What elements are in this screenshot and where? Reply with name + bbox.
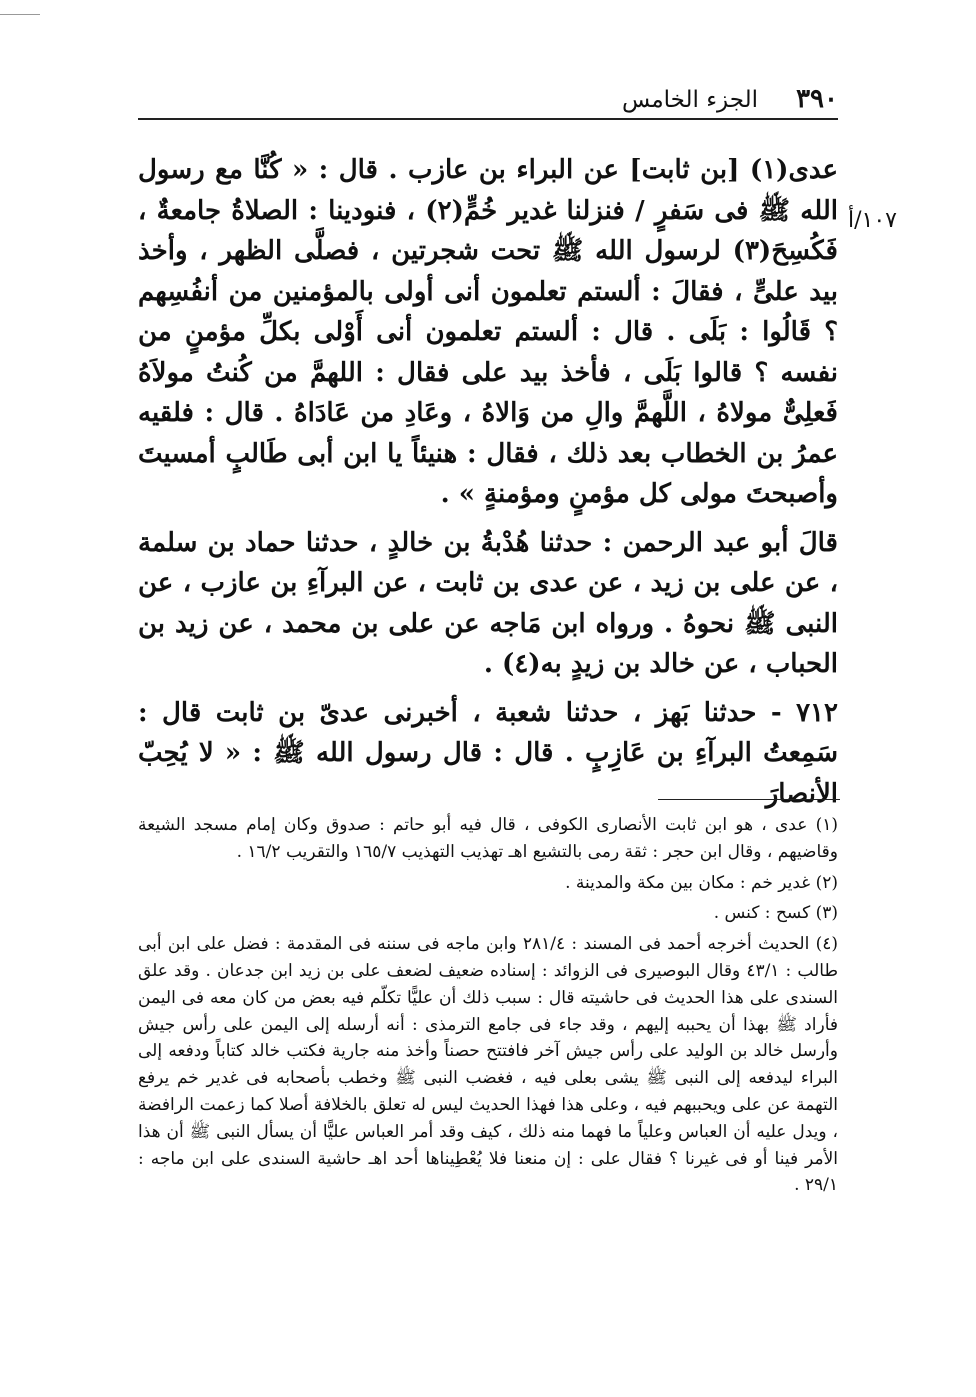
footnote-4: (٤) الحديث أخرجه أحمد فى المسند : ٢٨١/٤ وابن ماجه فى سننه فى المقدمة : فضل على ابن أبى طالب : ٤٣/١ وقال البوصيرى فى الزوائد : إسناده ضعيف لضعف على بن زيد ابن جدعان . وقد علق السندى على هذا الحديث فى حاشيته قال : سبب ذلك أن عليًّا تكلّم فيه بعض من كان معه فى اليمن فأراد ﷺ بهذا أن يحببه إليهم ، وقد جاء فى جامع الترمذى : أنه أرسله إلى اليمن على رأس جيش وأرسل خالد بن الوليد على رأس جيش آخر فافتتح حصناً وأخذ منه جارية فكتب خالد كتاباً ودفعه إلى البراء ليدفعه إلى النبى ﷺ يشى بعلى فيه ، فغضب النبى ﷺ وخطب بأصحابه فى غدير خم يرفع التهمة عن على ويحببهم فيه ، وعلى هذا فهذا الحديث ليس له تعلق بالخلافة أصلا كما زعمت الرافضة ، ويدل عليه أن العباس وعلياً ما فهما منه ذلك ، كيف وقد أمر العباس عليًّا أن يسأل النبى ﷺ أن هذا الأمر فينا أو فى غيرنا ؟ فقال على : إن منعنا فلا يُعْطِيناها أحد اهـ حاشية السندى على ابن ماجه : ٢٩/١ . [138, 934, 839, 1196]
running-title: الجزء الخامس [622, 87, 758, 113]
footnote-separator [658, 799, 840, 800]
hadith-paragraph-712: ٧١٢ - حدثنا بَهز ، حدثنا شعبة ، أخبرنى عدىّ بن ثابت قال : سَمِعتُ البرآءِ بن عَازِبٍ . قال : قال رسول الله ﷺ : « لا يُحِبّ الأنصارَ [138, 697, 838, 809]
footnotes [138, 812, 838, 1199]
main-text [138, 150, 838, 822]
manuscript-folio-note: ١٠٧/أ [848, 208, 897, 233]
scan-edge-line [0, 14, 40, 15]
page-header [138, 84, 838, 120]
footnote-1: (١) عدى ، هو ابن ثابت الأنصارى الكوفى ، قال فيه أبو حاتم : صدوق وكان إمام مسجد الشيعة وقاضيهم ، وقال ابن حجر : ثقة رمى بالتشيع اهـ تهذيب التهذيب ١٦٥/٧ والتقريب ١٦/٢ . [138, 815, 838, 862]
isnad-paragraph: قالَ أبو عبد الرحمن : حدثنا هُدْبةُ بن خالدٍ ، حدثنا حماد بن سلمة ، عن على بن زيد ، عن عدى بن ثابت ، عن البرآءِ بن عازب ، عن النبى ﷺ نحوهُ . ورواه ابن مَاجه عن على بن محمد ، عن زيد بن الحباب ، عن خالد بن زيدٍ به(٤) . [138, 527, 838, 679]
hadith-paragraph-1: عدى(١) [بن ثابت] عن البراء بن عازب . قال : « كُنَّا مع رسول الله ﷺ فى سَفرٍ / فنزلنا غدير خُمٍّ(٢) ، فنودينا : الصلاةُ جامعةٌ ، فَكُسِحَ(٣) لرسول الله ﷺ تحت شجرتين ، فصلَّى الظهر ، وأخذ بيد علىٍّ ، فقالَ : ألستم تعلمون أنى أولى بالمؤمنين من أنفُسِهم ؟ قَالُوا : بَلَى . قال : ألستم تعلمون أنى أَوْلى بكلِّ مؤمنٍ من نفسه ؟ قالوا بَلَى ، فأخذ بيد على فقال : اللهمَّ من كُنتُ مولاَهُ فَعلِىٌّ مولاهُ ، اللَّهمَّ والِ من وَالاهُ ، وعَادِ من عَادَاهُ . قال : فلقيه عمرُ بن الخطاب بعد ذلك ، فقال : هنيئاً يا ابن أبى طَالبٍ أمسيتَ وأصبحتَ مولى كل مؤمنٍ ومؤمنةٍ » . [138, 155, 839, 509]
page-number: ٣٩٠ [796, 84, 838, 114]
footnote-2: (٢) غدير خم : مكان بين مكة والمدينة . [565, 872, 838, 893]
footnote-3: (٣) كسح : كنس . [713, 903, 838, 924]
